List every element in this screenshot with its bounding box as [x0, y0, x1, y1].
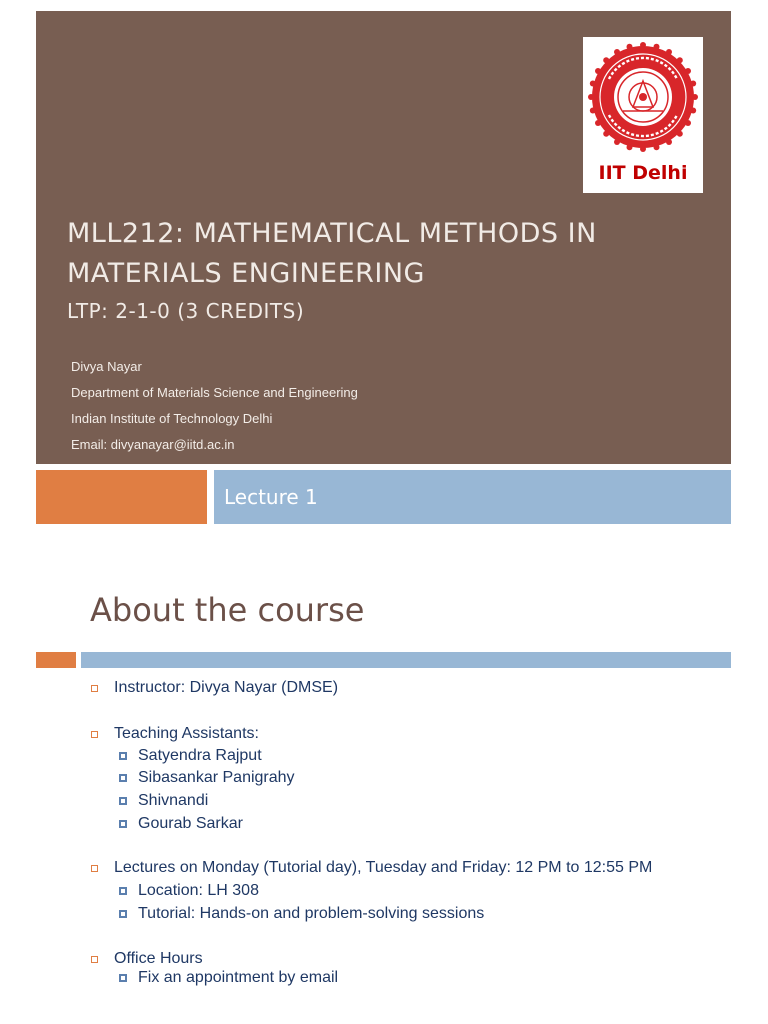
ta-item: Gourab Sarkar: [138, 813, 243, 835]
bullet-office-hours: Office Hours: [114, 948, 203, 970]
author-info: [71, 354, 571, 458]
lecture-location: Location: LH 308: [138, 880, 259, 902]
slide-title: About the course: [90, 591, 365, 629]
lecture-bar: [214, 470, 731, 524]
lecture-tutorial: Tutorial: Hands-on and problem-solving sessions: [138, 903, 484, 925]
course-credits: LTP: 2-1-0 (3 CREDITS): [67, 299, 305, 323]
office-hours-detail: Fix an appointment by email: [138, 967, 338, 989]
iit-seal-icon: [583, 37, 703, 155]
ta-item: Sibasankar Panigrahy: [138, 767, 295, 789]
lecture-label: Lecture 1: [224, 485, 318, 509]
orange-divider: [36, 652, 76, 668]
logo-label: IIT Delhi: [598, 162, 688, 184]
author-name: Divya Nayar: [71, 359, 142, 374]
bullet-lectures: Lectures on Monday (Tutorial day), Tuesday and Friday: 12 PM to 12:55 PM: [114, 857, 652, 879]
blue-divider: [81, 652, 731, 668]
bullet-teaching-assistants: Teaching Assistants:: [114, 723, 259, 745]
course-title-line-2: MATERIALS ENGINEERING: [67, 258, 425, 289]
course-title: [67, 214, 667, 294]
author-email: Email: divyanayar@iitd.ac.in: [71, 437, 235, 452]
iit-delhi-logo: [583, 37, 703, 193]
orange-accent-block: [36, 470, 207, 524]
bullet-instructor: Instructor: Divya Nayar (DMSE): [114, 677, 338, 699]
author-department: Department of Materials Science and Engineering: [71, 385, 358, 400]
author-institute: Indian Institute of Technology Delhi: [71, 411, 273, 426]
ta-item: Shivnandi: [138, 790, 208, 812]
ta-item: Satyendra Rajput: [138, 745, 262, 767]
course-title-line-1: MLL212: MATHEMATICAL METHODS IN: [67, 218, 597, 249]
